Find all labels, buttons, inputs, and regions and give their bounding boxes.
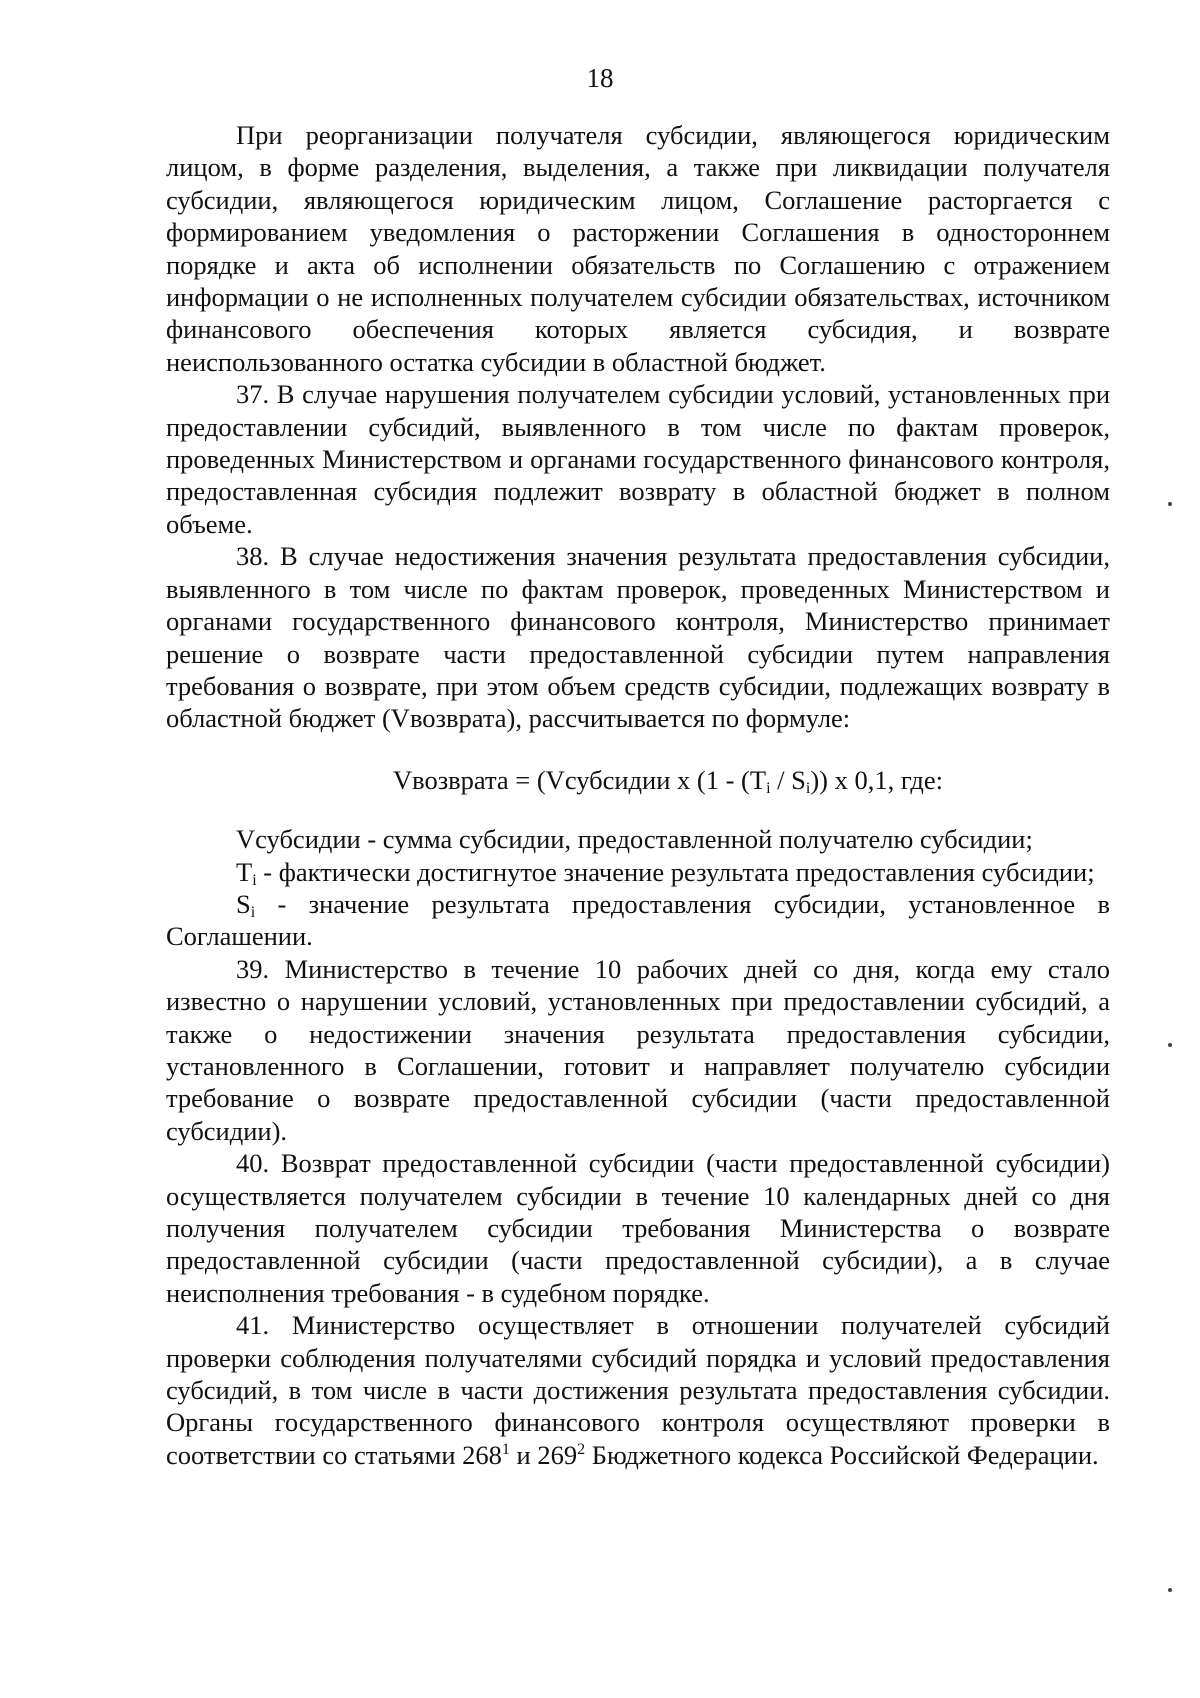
symbol-t-subscript: i — [252, 871, 257, 889]
formula-subscript-2: i — [805, 779, 811, 797]
definition-s — [166, 888, 1110, 953]
paragraph-40: 40. Возврат предоставленной субсидии (части предоставленной субсидии) осуществляется получателем субсидии в течение 10 календарных дней со дня получения получателем субсидии требования Министерства о возврате предоставленной субсидии (части предоставленной субсидии), а в случае неисполнения требования - в судебном порядке. — [166, 1148, 1110, 1308]
paragraph-41 — [166, 1309, 1110, 1471]
definition-t — [166, 856, 1110, 888]
definition-t-text: - фактически достигнутое значение результата предоставления субсидии; — [256, 856, 1095, 887]
paragraph-41-text-c: Бюджетного кодекса Российской Федерации. — [585, 1439, 1099, 1470]
document-body — [166, 119, 1110, 1471]
symbol-s: S — [236, 888, 251, 919]
scan-speck — [1168, 1043, 1172, 1047]
definition-s-text: - значение результата предоставления субсидии, установленное в Соглашении. — [166, 888, 1110, 952]
page-number: 18 — [586, 63, 614, 93]
symbol-t: T — [236, 856, 253, 887]
paragraph-37: 37. В случае нарушения получателем субсидии условий, установленных при предоставлении субсидий, выявленного в том числе по фактам проверок, проведенных Министерством и органами государственного финансового контроля, предоставленная субсидия подлежит возврату в областной бюджет в полном объеме. — [166, 379, 1110, 539]
paragraph-reorganization: При реорганизации получателя субсидии, являющегося юридическим лицом, в форме разделения, выделения, а также при ликвидации получателя субсидии, являющегося юридическим лицом, Соглашение расторгается с формированием уведомления о расторжении Соглашения в одностороннем порядке и акта об исполнении обязательств по Соглашению с отражением информации о не исполненных получателем субсидии обязательствах, источником финансового обеспечения которых является субсидия, и возврате неиспользованного остатка субсидии в областной бюджет. — [166, 120, 1110, 377]
symbol-s-subscript: i — [250, 903, 256, 921]
definition-v-subsidy: Vсубсидии - сумма субсидии, предоставленной получателю субсидии; — [236, 824, 1033, 855]
paragraph-41-text-b: и 269 — [509, 1439, 578, 1470]
scan-speck — [1168, 1588, 1172, 1592]
paragraph-41-text-a: 41. Министерство осуществляет в отношении получателей субсидий проверки соблюдения получателями субсидий порядка и условий предоставления субсидий, в том числе в части достижения результата предоставления субсидии. Органы государственного финансового контроля осуществляют проверки в соответствии со статьями 268 — [166, 1310, 1110, 1470]
formula-part-3: )) x 0,1, где: — [810, 764, 944, 795]
formula-part-2: / S — [770, 764, 806, 795]
formula-subscript-1: i — [766, 779, 771, 797]
paragraph-38: 38. В случае недостижения значения результата предоставления субсидии, выявленного в том числе по фактам проверок, проведенных Министерством и органами государственного финансового контроля, Министерство принимает решение о возврате части предоставленной субсидии путем направления требования о возврате, при этом объем средств субсидии, подлежащих возврату в областной бюджет (Vвозврата), рассчитывается по формуле: — [166, 541, 1110, 734]
formula — [166, 764, 1110, 796]
superscript-1: 1 — [501, 1440, 510, 1458]
paragraph-39: 39. Министерство в течение 10 рабочих дней со дня, когда ему стало известно о нарушении условий, установленных при предоставлении субсидий, а также о недостижении значения результата предоставления субсидии, установленного в Соглашении, готовит и направляет получателю субсидии требование о возврате предоставленной субсидии (части предоставленной субсидии). — [166, 953, 1110, 1146]
scan-speck — [1168, 502, 1172, 506]
formula-part-1: Vвозврата = (Vсубсидии x (1 - (T — [392, 764, 767, 795]
superscript-2: 2 — [577, 1440, 586, 1458]
